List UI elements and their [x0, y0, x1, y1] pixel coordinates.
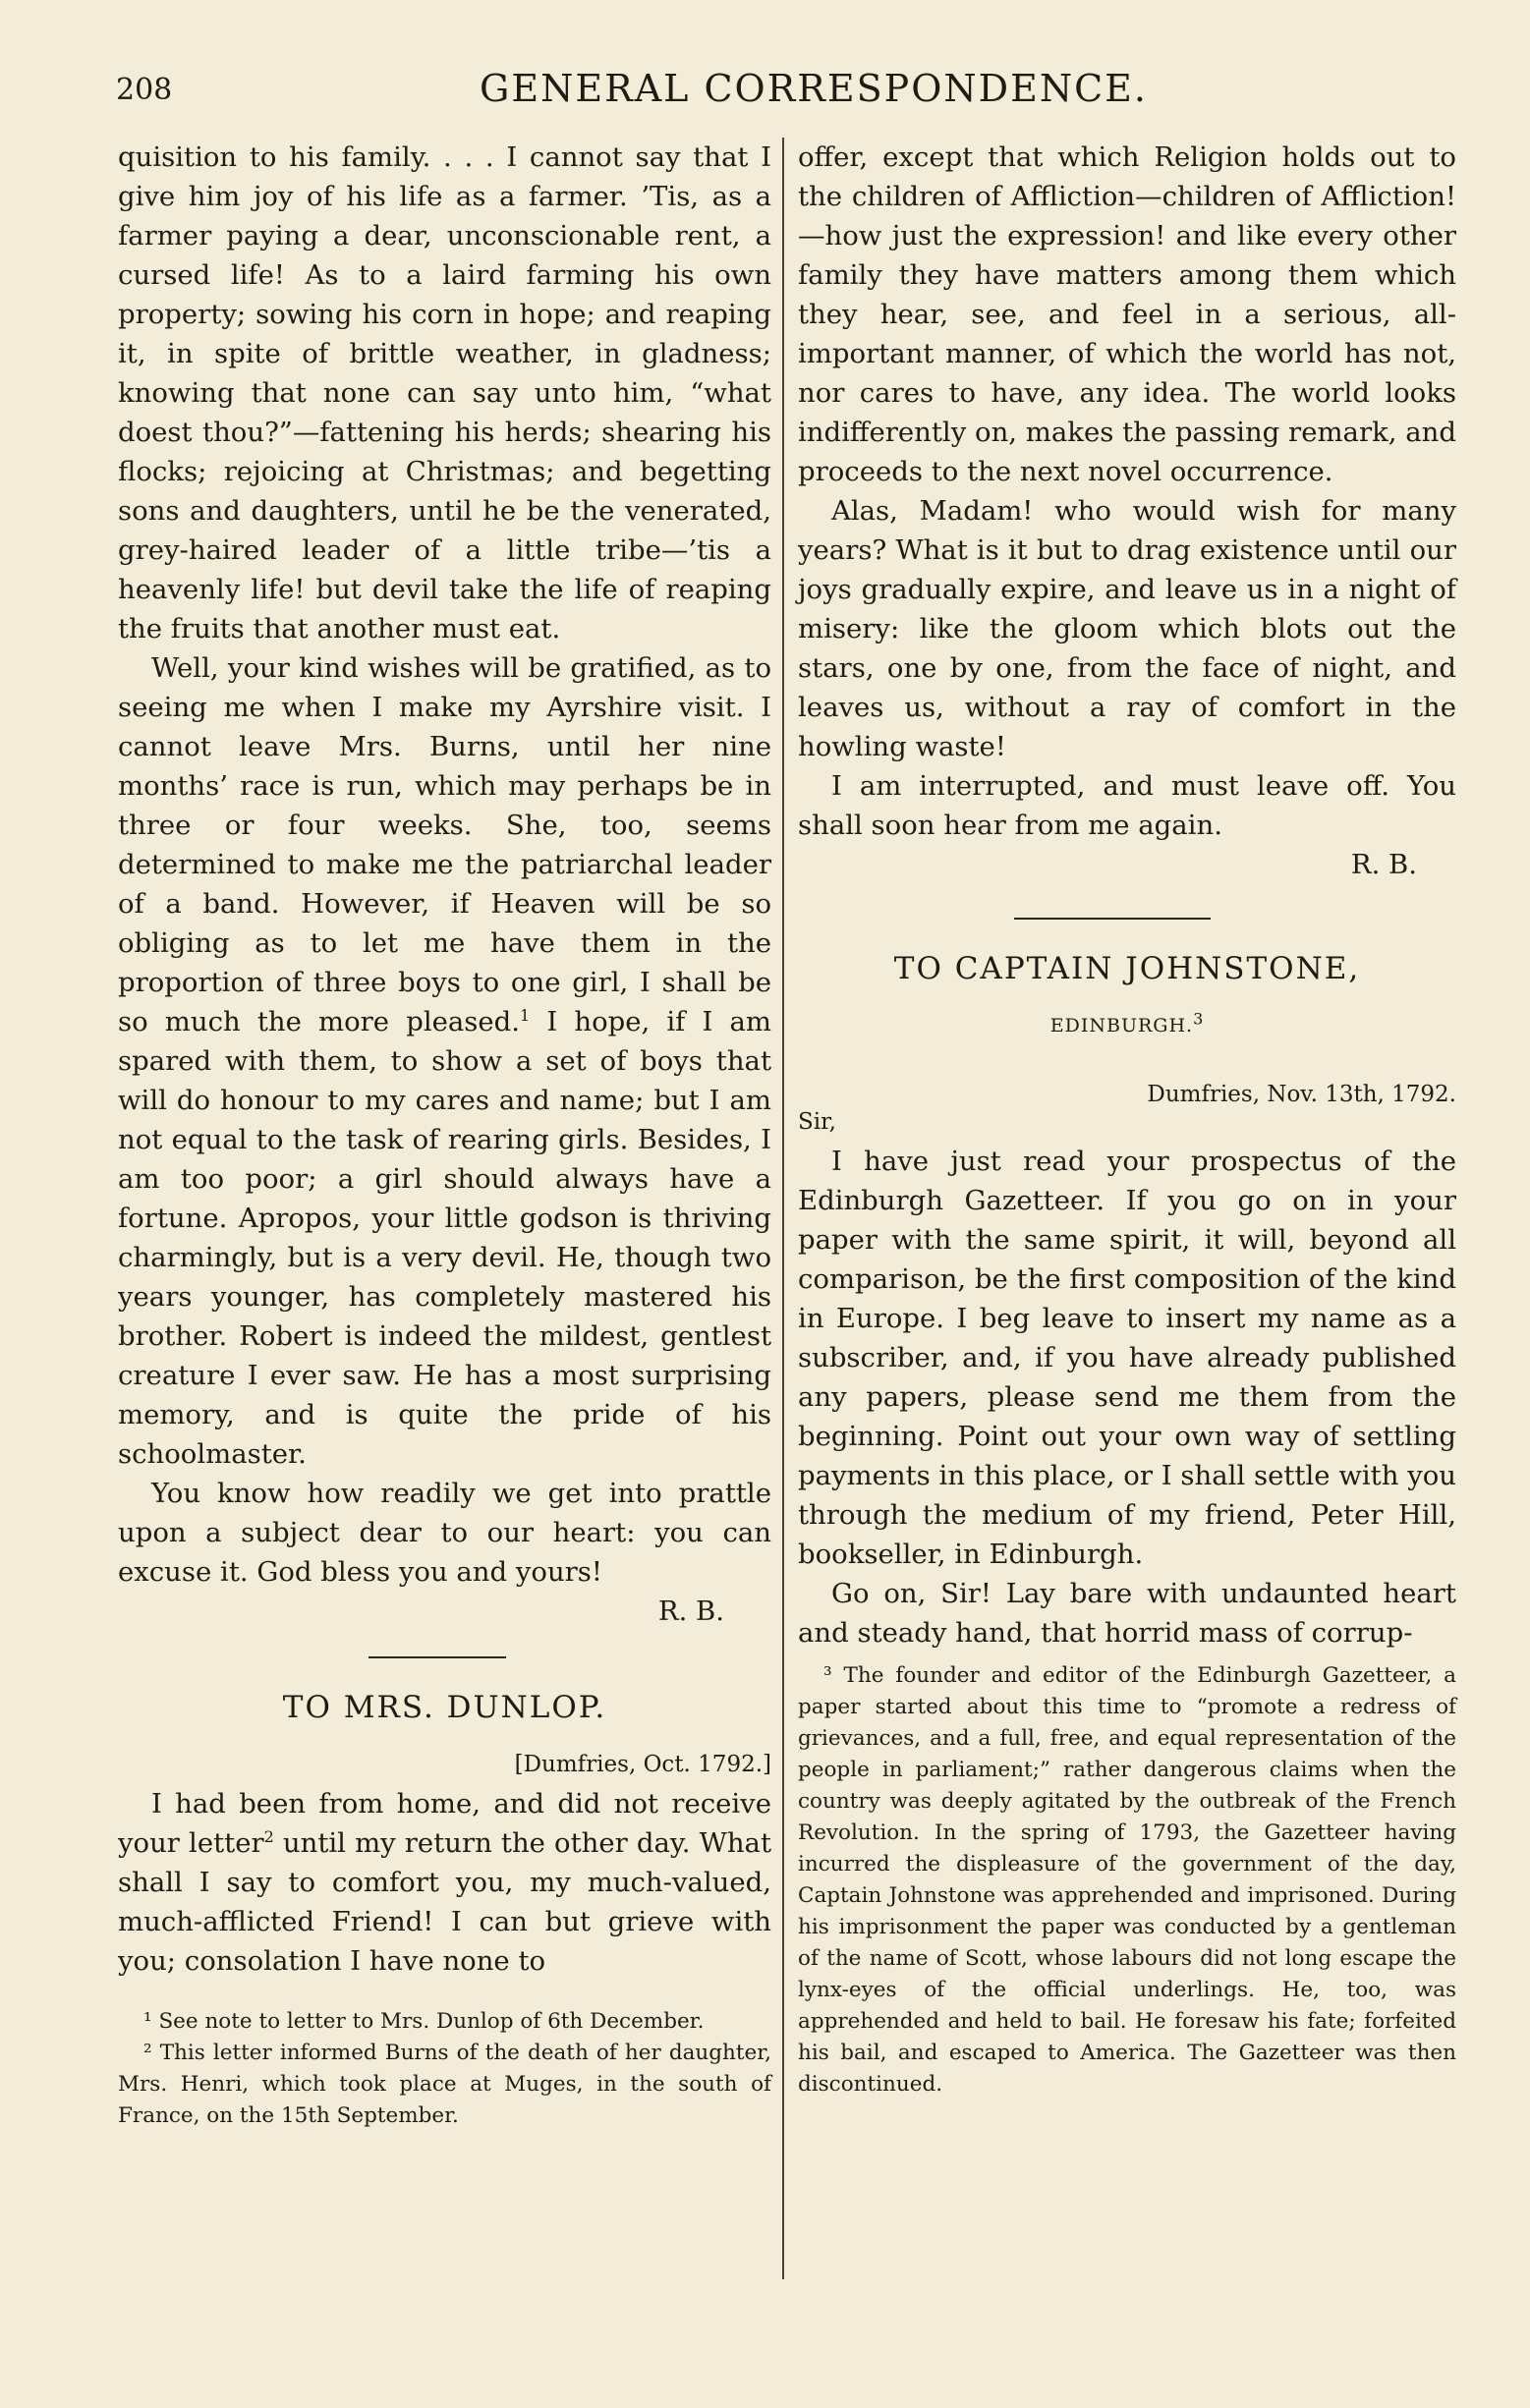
signature: R. B.: [657, 1596, 724, 1627]
subheading-text: EDINBURGH.: [1049, 1015, 1194, 1036]
footnotes: [798, 1660, 1456, 2100]
running-head: [116, 67, 1452, 116]
letter-heading: TO CAPTAIN JOHNSTONE,: [893, 951, 1361, 986]
footnotes: [118, 2006, 771, 2132]
footnote-marker: 1: [520, 1005, 531, 1025]
section-divider: [1014, 918, 1211, 920]
paragraph-text: Well, your kind wishes will be gratified, as to seeing me when I make my Ayrshire visit. I cannot leave Mrs. Burns, until her nine months’ race is run, which may perhaps be in three or four weeks. She, too, seems determined to make me the patriarchal leader of a band. However, if Heaven will be so obliging as to let me have them in the proportion of three boys to one girl, I shall be so much the more pleased.: [118, 652, 771, 1037]
page-number: 208: [116, 73, 173, 107]
letter-heading: TO MRS. DUNLOP.: [282, 1690, 607, 1725]
section-divider: [368, 1656, 506, 1658]
letter-dateline: [Dumfries, Oct. 1792.]: [514, 1752, 771, 1777]
letter-paragraph: I am interrupted, and must leave off. You shall soon hear from me again.: [798, 770, 1456, 841]
column-divider-rule: [782, 138, 784, 2279]
footnote: ² This letter informed Burns of the death of her daughter, Mrs. Henri, which took place at Muges, in the south of France, on the 15th September.: [118, 2041, 771, 2128]
paragraph-text: until my return the other day. What shall I say to comfort you, my much-valued, much-afflicted Friend! I can but grieve with you; consolation I have none to: [118, 1827, 771, 1977]
paragraph-text: I hope, if I am spared with them, to show a set of boys that will do honour to my cares and name; but I am not equal to the task of rearing girls. Besides, I am too poor; a girl should always have a fortune. Apropos, your little godson is thriving charmingly, but is a very devil. He, though two years younger, has completely mastered his brother. Robert is indeed the mildest, gentlest creature I ever saw. He has a most surprising memory, and is quite the pride of his schoolmaster.: [118, 1006, 771, 1470]
letter-paragraph: [118, 1784, 771, 1981]
letter-subheading: [798, 1006, 1456, 1045]
right-column: [798, 138, 1456, 2100]
letter-paragraph: Go on, Sir! Lay bare with undaunted heart and steady hand, that horrid mass of corrup-: [798, 1578, 1456, 1649]
letter-paragraph: [118, 648, 771, 1474]
letter-paragraph: quisition to his family. . . . I cannot say that I give him joy of his life as a farmer. ’Tis, as a farmer paying a dear, unconscionable rent, a cursed life! As to a laird farming his own property; sowing his corn in hope; and reaping it, in spite of brittle weather, in gladness; knowing that none can say unto him, “what doest thou?”—fattening his herds; shearing his flocks; rejoicing at Christmas; and begetting sons and daughters, until he be the venerated, grey-haired leader of a little tribe—’tis a heavenly life! but devil take the life of reaping the fruits that another must eat.: [118, 141, 771, 644]
footnote: ³ The founder and editor of the Edinburgh Gazetteer, a paper started about this time to “promote a redress of grievances, and a full, free, and equal representation of the people in parliament;” rather dangerous claims when the country was deeply agitated by the outbreak of the French Revolution. In the spring of 1793, the Gazetteer having incurred the displeasure of the government of the day, Captain Johnstone was apprehended and imprisoned. During his imprisonment the paper was conducted by a gentleman of the name of Scott, whose labours did not long escape the lynx-eyes of the official underlings. He, too, was apprehended and held to bail. He foresaw his fate; forfeited his bail, and escaped to America. The Gazetteer was then discontinued.: [798, 1663, 1456, 2097]
footnote-marker: 2: [263, 1826, 274, 1846]
letter-paragraph: You know how readily we get into prattle upon a subject dear to our heart: you can excuse it. God bless you and yours!: [118, 1478, 771, 1588]
footnote: ¹ See note to letter to Mrs. Dunlop of 6th December.: [143, 2009, 705, 2034]
salutation: Sir,: [798, 1109, 836, 1135]
letter-paragraph: I have just read your prospectus of the Edinburgh Gazetteer. If you go on in your paper with the same spirit, it will, beyond all comparison, be the first composition of the kind in Europe. I beg leave to insert my name as a subscriber, and, if you have already published any papers, please send me them from the beginning. Point out your own way of settling payments in this place, or I shall settle with you through the medium of my friend, Peter Hill, bookseller, in Edinburgh.: [798, 1146, 1456, 1570]
letter-dateline: Dumfries, Nov. 13th, 1792.: [1147, 1082, 1456, 1107]
footnote-marker: 3: [1193, 1009, 1205, 1029]
signature: R. B.: [1350, 849, 1417, 880]
letter-paragraph: offer, except that which Religion holds out to the children of Affliction—children of Affliction!—how just the expression! and like every other family they have matters among them which they hear, see, and feel in a serious, all-important manner, of which the world has not, nor cares to have, any idea. The world looks indifferently on, makes the passing remark, and proceeds to the next novel occurrence.: [798, 141, 1456, 487]
running-title: GENERAL CORRESPONDENCE.: [480, 67, 1148, 110]
paragraph-text: I had been from home, and did not receive your letter: [118, 1788, 771, 1859]
letter-paragraph: Alas, Madam! who would wish for many years? What is it but to drag existence until our joys gradually expire, and leave us in a night of misery: like the gloom which blots out the stars, one by one, from the face of night, and leaves us, without a ray of comfort in the howling waste!: [798, 495, 1456, 762]
left-column: [118, 138, 771, 2132]
